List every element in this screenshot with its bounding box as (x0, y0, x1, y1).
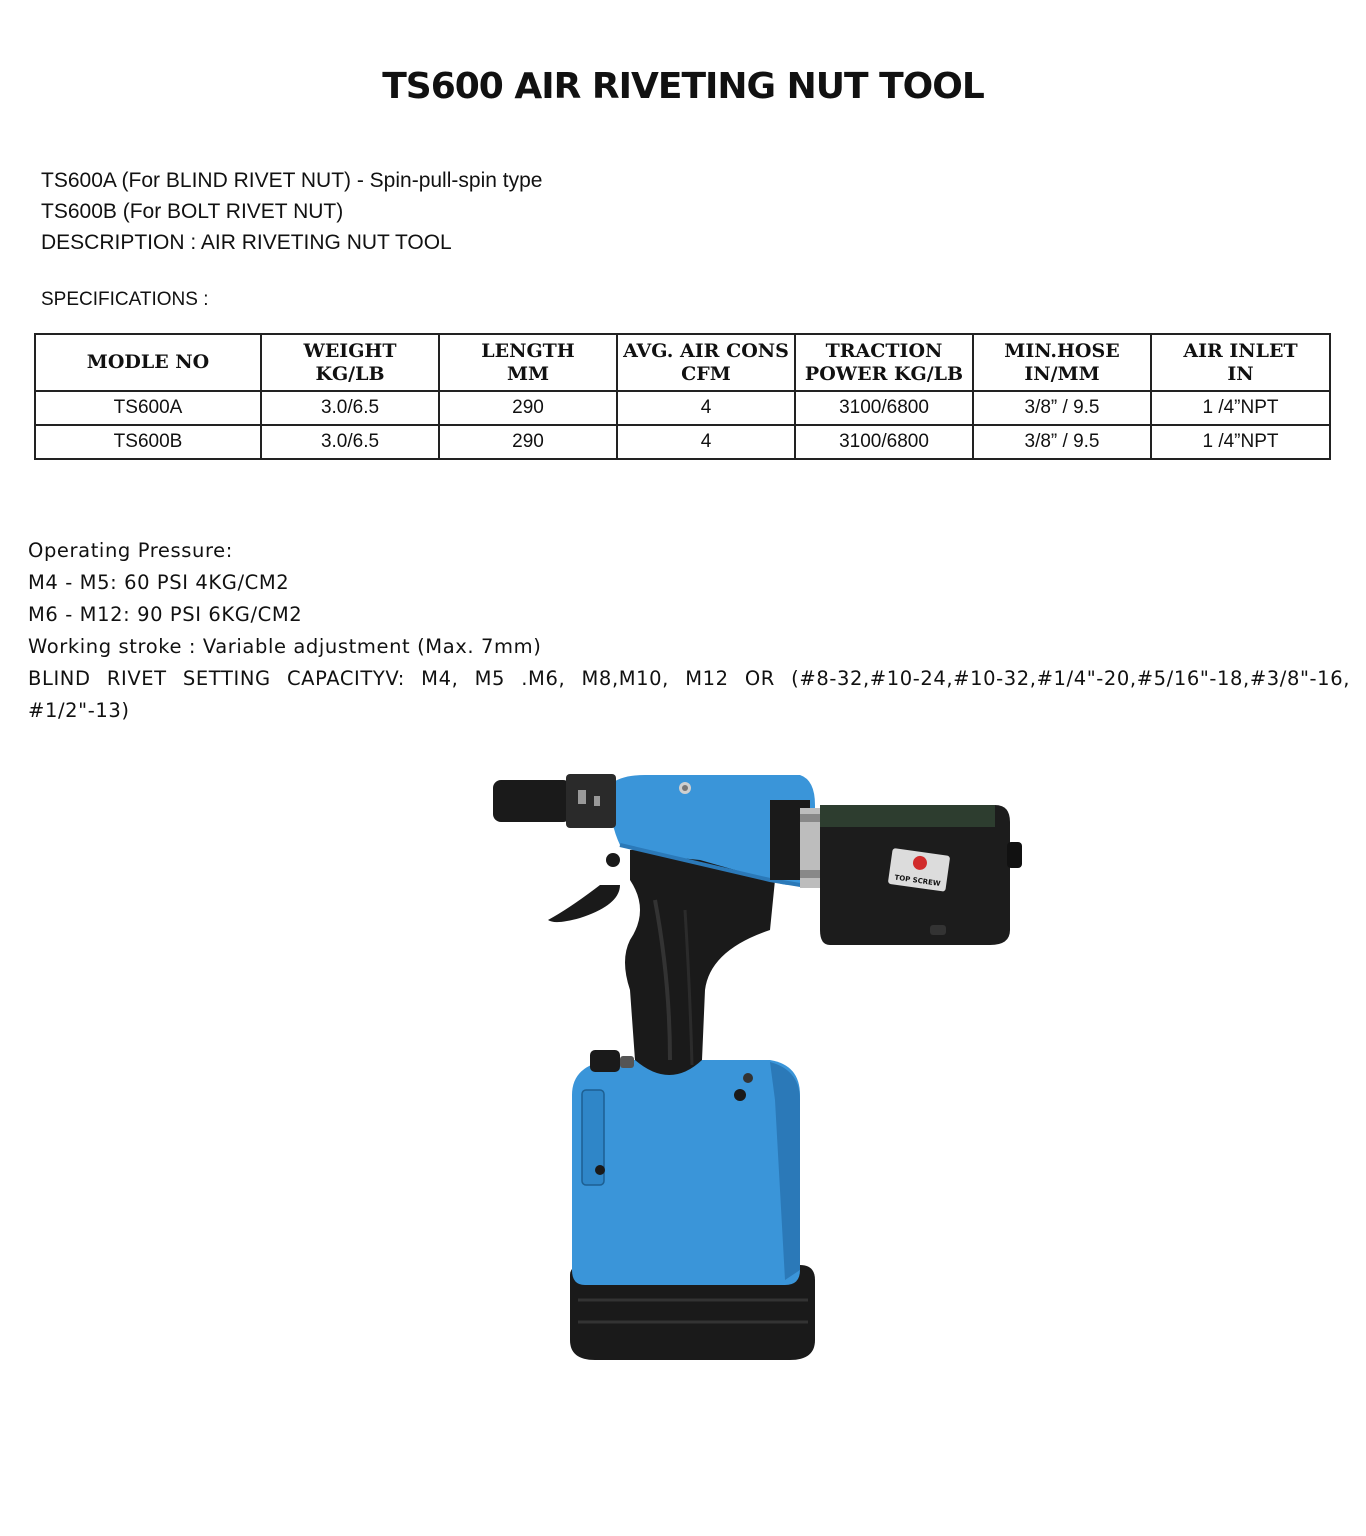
header-air-inlet: AIR INLET IN (1151, 334, 1330, 391)
logo-text: TOP SCREW (893, 873, 941, 888)
table-cell: 3/8” / 9.5 (973, 391, 1151, 425)
intro-line-description: DESCRIPTION : AIR RIVETING NUT TOOL (41, 231, 452, 254)
header-length: LENGTH MM (439, 334, 617, 391)
pressure-m4-m5: M4 - M5: 60 PSI 4KG/CM2 (28, 571, 290, 594)
table-cell: 3.0/6.5 (261, 425, 439, 459)
intro-line-ts600b: TS600B (For BOLT RIVET NUT) (41, 200, 344, 223)
table-cell: TS600A (35, 391, 261, 425)
table-cell: 290 (439, 391, 617, 425)
table-cell: 4 (617, 425, 795, 459)
setting-capacity-cont: #1/2"-13) (28, 699, 130, 722)
table-header-row (35, 334, 1330, 391)
table-cell: 4 (617, 391, 795, 425)
table-cell: 3100/6800 (795, 425, 973, 459)
tool-canister (572, 1060, 800, 1285)
table-cell: 3100/6800 (795, 391, 973, 425)
operating-pressure-heading: Operating Pressure: (28, 539, 233, 562)
pressure-m6-m12: M6 - M12: 90 PSI 6KG/CM2 (28, 603, 303, 626)
tool-nozzle (493, 780, 571, 822)
table-cell: 290 (439, 425, 617, 459)
table-cell: 1 /4”NPT (1151, 425, 1330, 459)
header-weight: WEIGHT KG/LB (261, 334, 439, 391)
specifications-label: SPECIFICATIONS : (41, 289, 209, 310)
table-cell: 1 /4”NPT (1151, 391, 1330, 425)
table-cell: 3.0/6.5 (261, 391, 439, 425)
operating-info (28, 535, 1350, 727)
working-stroke: Working stroke : Variable adjustment (Max. 7mm) (28, 635, 542, 658)
intro-block (41, 165, 542, 258)
setting-capacity: BLIND RIVET SETTING CAPACITYV: M4, M5 .M6, M8,M10, M12 OR (#8-32,#10-24,#10-32,#1/4"-20,#5/16"-18,#3/8"-16, (28, 667, 1350, 690)
intro-line-ts600a: TS600A (For BLIND RIVET NUT) - Spin-pull-spin type (41, 169, 543, 192)
header-min-hose: MIN.HOSE IN/MM (973, 334, 1151, 391)
table-cell: 3/8” / 9.5 (973, 425, 1151, 459)
table-row (35, 425, 1330, 459)
header-model-no: MODLE NO (35, 334, 261, 391)
riveting-tool-image (470, 760, 1050, 1380)
table-cell: TS600B (35, 425, 261, 459)
header-air-cons: AVG. AIR CONS CFM (617, 334, 795, 391)
table-row (35, 391, 1330, 425)
specifications-table (34, 333, 1331, 460)
page-title: TS600 AIR RIVETING NUT TOOL (382, 66, 984, 107)
header-traction: TRACTION POWER KG/LB (795, 334, 973, 391)
tool-trigger (548, 885, 620, 922)
